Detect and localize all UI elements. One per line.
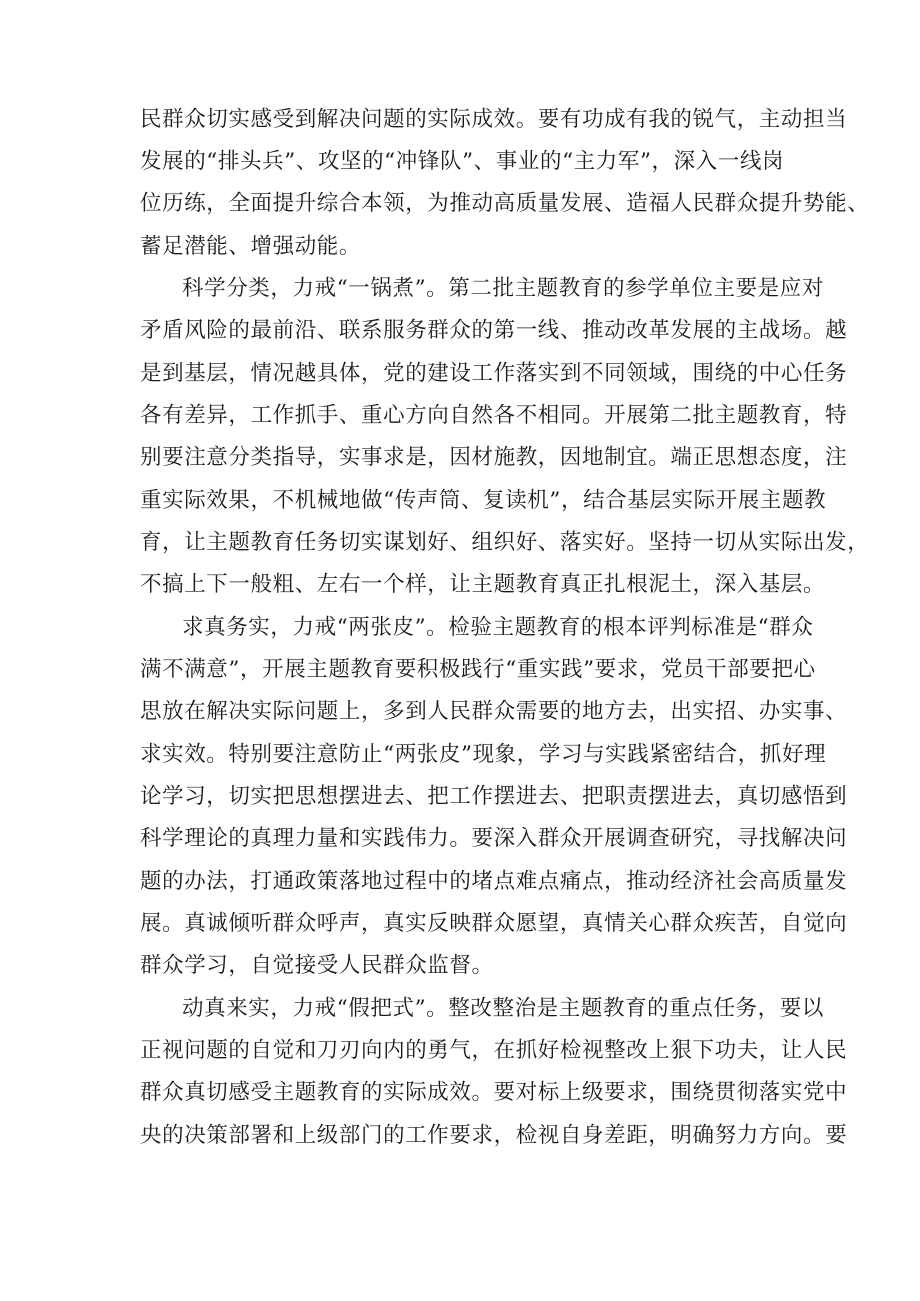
text-line: 论学习，切实把思想摆进去、把工作摆进去、把职责摆进去，真切感悟到 — [140, 784, 848, 809]
paragraph-first-line: 动真来实，力戒“假把式”。整改整治是主题教育的重点任务，要以 — [182, 996, 824, 1021]
text-line: 蓄足潜能、增强动能。 — [140, 234, 362, 259]
text-line: 满不满意”，开展主题教育要积极践行“重实践”要求，党员干部要把心 — [140, 657, 816, 682]
text-line: 求实效。特别要注意防止“两张皮”现象，学习与实践紧密结合，抓好理 — [140, 742, 827, 767]
text-line: 发展的“排头兵”、攻坚的“冲锋队”、事业的“主力军”，深入一线岗 — [140, 149, 785, 174]
paragraph-first-line: 科学分类，力戒“一锅煮”。第二批主题教育的参学单位主要是应对 — [182, 276, 824, 301]
text-line: 别要注意分类指导，实事求是，因材施教，因地制宜。端正思想态度，注 — [140, 445, 848, 470]
text-line: 矛盾风险的最前沿、联系服务群众的第一线、推动改革发展的主战场。越 — [140, 318, 848, 343]
text-line: 不搞上下一般粗、左右一个样，让主题教育真正扎根泥土，深入基层。 — [140, 572, 826, 597]
paragraph-first-line: 求真务实，力戒“两张皮”。检验主题教育的根本评判标准是“群众 — [182, 615, 814, 640]
text-line: 思放在解决实际问题上，多到人民群众需要的地方去，出实招、办实事、 — [140, 699, 848, 724]
text-line: 群众学习，自觉接受人民群众监督。 — [140, 953, 494, 978]
text-line: 正视问题的自觉和刀刃向内的勇气，在抓好检视整改上狠下功夫，让人民 — [140, 1038, 848, 1063]
text-line: 央的决策部署和上级部门的工作要求，检视自身差距，明确努力方向。要 — [140, 1123, 848, 1148]
text-line: 群众真切感受主题教育的实际成效。要对标上级要求，围绕贯彻落实党中 — [140, 1080, 848, 1105]
text-line: 是到基层，情况越具体，党的建设工作落实到不同领域，围绕的中心任务 — [140, 361, 848, 386]
text-line: 科学理论的真理力量和实践伟力。要深入群众开展调查研究，寻找解决问 — [140, 826, 848, 851]
text-line: 展。真诚倾听群众呼声，真实反映群众愿望，真情关心群众疾苦，自觉向 — [140, 911, 848, 936]
text-line: 民群众切实感受到解决问题的实际成效。要有功成有我的锐气，主动担当 — [140, 107, 848, 132]
text-line: 位历练，全面提升综合本领，为推动高质量发展、造福人民群众提升势能、 — [140, 191, 870, 216]
text-line: 各有差异，工作抓手、重心方向自然各不相同。开展第二批主题教育，特 — [140, 403, 848, 428]
text-line: 重实际效果，不机械地做“传声筒、复读机”，结合基层实际开展主题教 — [140, 488, 827, 513]
text-line: 题的办法，打通政策落地过程中的堵点难点痛点，推动经济社会高质量发 — [140, 869, 848, 894]
text-line: 育，让主题教育任务切实谋划好、组织好、落实好。坚持一切从实际出发， — [140, 530, 870, 555]
